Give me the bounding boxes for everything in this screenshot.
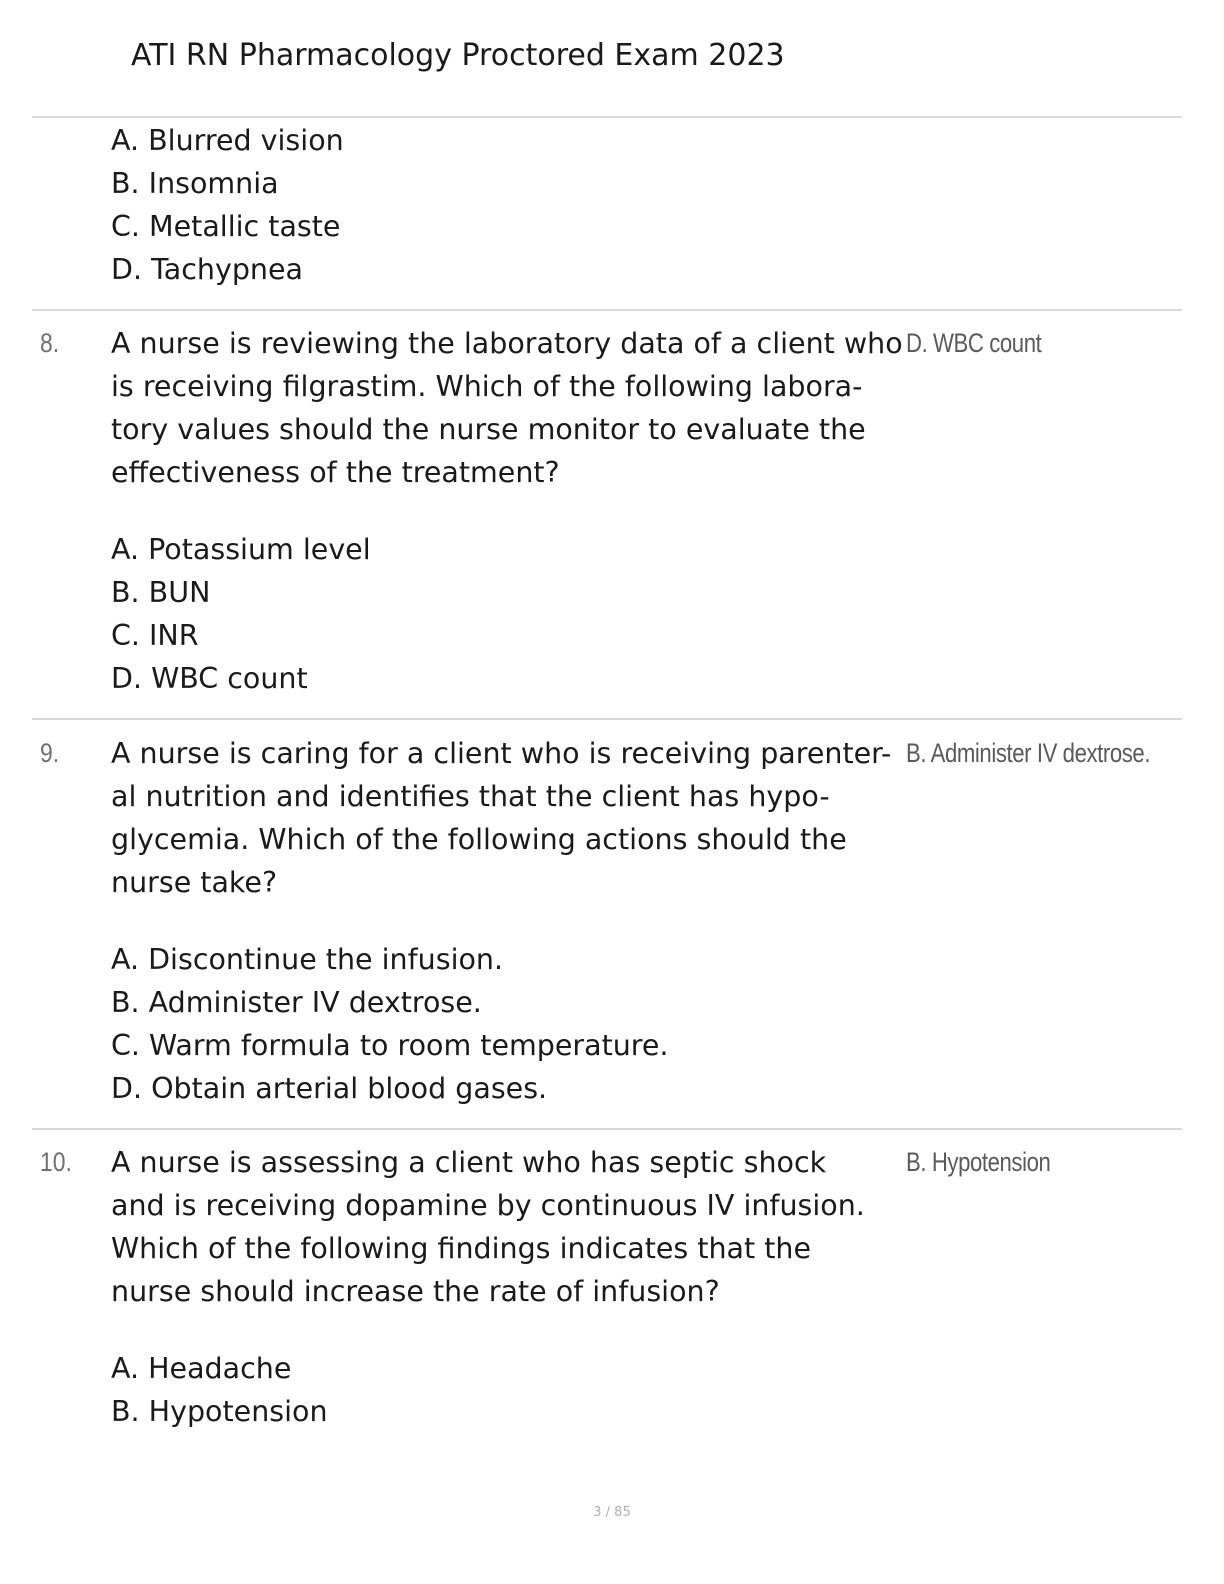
answer-key: D. WBC count bbox=[906, 328, 1042, 358]
question-line: tory values should the nurse monitor to evaluate the bbox=[111, 413, 866, 446]
option: C. Warm formula to room temperature. bbox=[111, 1029, 669, 1062]
divider bbox=[32, 309, 1182, 311]
option: A. Headache bbox=[111, 1352, 292, 1385]
question-line: effectiveness of the treatment? bbox=[111, 456, 560, 489]
divider bbox=[32, 718, 1182, 720]
option: D. Tachypnea bbox=[111, 253, 303, 286]
option: B. BUN bbox=[111, 576, 211, 609]
question-line: Which of the following findings indicates that the bbox=[111, 1232, 812, 1265]
carryover-options bbox=[111, 119, 344, 291]
answer-options bbox=[111, 938, 669, 1110]
question-line: nurse should increase the rate of infusion? bbox=[111, 1275, 720, 1308]
option: D. Obtain arterial blood gases. bbox=[111, 1072, 548, 1105]
answer-key: B. Administer IV dextrose. bbox=[906, 738, 1151, 768]
option: A. Blurred vision bbox=[111, 124, 344, 157]
question-line: al nutrition and identifies that the client has hypo- bbox=[111, 780, 830, 813]
question-text bbox=[111, 732, 901, 904]
answer-options bbox=[111, 1347, 328, 1433]
question-line: glycemia. Which of the following actions should the bbox=[111, 823, 847, 856]
question-text bbox=[111, 322, 901, 494]
divider bbox=[32, 1128, 1182, 1130]
option: D. WBC count bbox=[111, 662, 308, 695]
page-number: 3 / 85 bbox=[593, 1505, 631, 1520]
option: B. Hypotension bbox=[111, 1395, 328, 1428]
page-title: ATI RN Pharmacology Proctored Exam 2023 bbox=[131, 38, 785, 73]
question-line: A nurse is reviewing the laboratory data of a client who bbox=[111, 327, 903, 360]
answer-options bbox=[111, 528, 371, 700]
answer-key: B. Hypotension bbox=[906, 1147, 1051, 1177]
question-line: nurse take? bbox=[111, 866, 278, 899]
option: A. Discontinue the infusion. bbox=[111, 943, 504, 976]
question-line: is receiving filgrastim. Which of the following labora- bbox=[111, 370, 863, 403]
option: A. Potassium level bbox=[111, 533, 371, 566]
question-text bbox=[111, 1141, 901, 1313]
option: C. Metallic taste bbox=[111, 210, 341, 243]
question-line: A nurse is assessing a client who has septic shock bbox=[111, 1146, 827, 1179]
question-number: 10. bbox=[40, 1147, 72, 1177]
question-line: and is receiving dopamine by continuous IV infusion. bbox=[111, 1189, 865, 1222]
option: B. Administer IV dextrose. bbox=[111, 986, 482, 1019]
option: B. Insomnia bbox=[111, 167, 279, 200]
option: C. INR bbox=[111, 619, 199, 652]
question-line: A nurse is caring for a client who is receiving parenter- bbox=[111, 737, 892, 770]
divider bbox=[32, 116, 1182, 118]
question-number: 9. bbox=[40, 738, 60, 768]
question-number: 8. bbox=[40, 328, 60, 358]
